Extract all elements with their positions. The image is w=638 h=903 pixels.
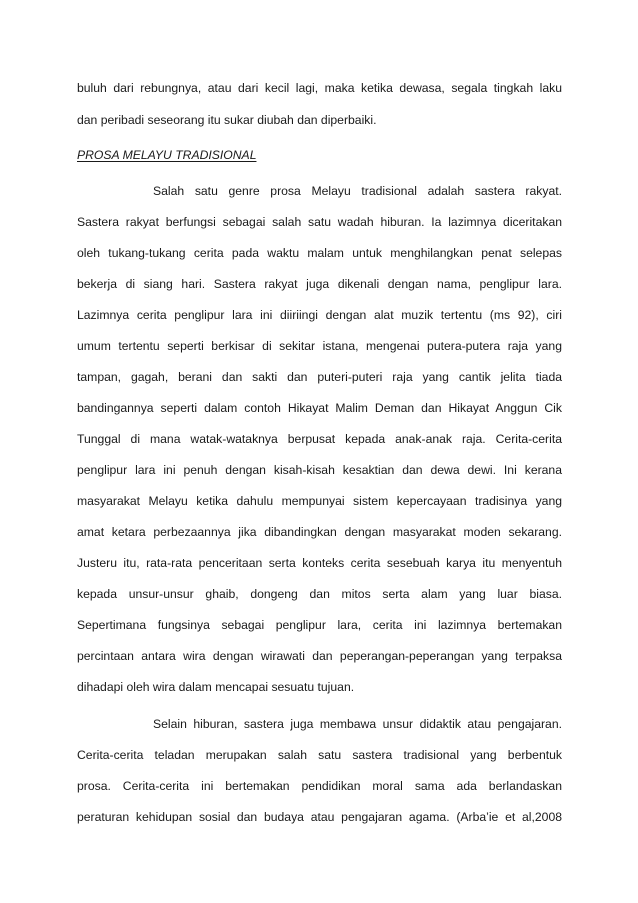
text-line: percintaan antara wira dengan wirawati dan peperangan-peperangan yang terpaksa [77,649,562,663]
text-line: oleh tukang-tukang cerita pada waktu malam untuk menghilangkan penat selepas [77,246,562,260]
text-line: kepada unsur-unsur ghaib, dongeng dan mitos serta alam yang luar biasa. [77,587,562,601]
text-line: buluh dari rebungnya, atau dari kecil lagi, maka ketika dewasa, segala tingkah laku [77,81,562,95]
text-line: penglipur lara ini penuh dengan kisah-kisah kesaktian dan dewa dewi. Ini kerana [77,463,562,477]
text-line: bekerja di siang hari. Sastera rakyat juga dikenali dengan nama, penglipur lara. [77,277,562,291]
text-line: peraturan kehidupan sosial dan budaya atau pengajaran agama. (Arba’ie et al,2008 [77,810,562,824]
text-line: Lazimnya cerita penglipur lara ini diiriingi dengan alat muzik tertentu (ms 92), ciri [77,308,562,322]
paragraph-first-line: Salah satu genre prosa Melayu tradisional adalah sastera rakyat. [153,184,562,198]
text-line: Sepertimana fungsinya sebagai penglipur lara, cerita ini lazimnya bertemakan [77,618,562,632]
text-line: Tunggal di mana watak-wataknya berpusat kepada anak-anak raja. Cerita-cerita [77,432,562,446]
text-line: dihadapi oleh wira dalam mencapai sesuatu tujuan. [77,680,355,694]
text-line: umum tertentu seperti berkisar di sekitar istana, mengenai putera-putera raja yang [77,339,562,353]
text-line: Justeru itu, rata-rata penceritaan serta konteks cerita sesebuah karya itu menyentuh [77,556,562,570]
text-line: amat ketara perbezaannya jika dibandingkan dengan masyarakat moden sekarang. [77,525,562,539]
text-line: Cerita-cerita teladan merupakan salah satu sastera tradisional yang berbentuk [77,748,562,762]
paragraph-first-line: Selain hiburan, sastera juga membawa unsur didaktik atau pengajaran. [153,717,562,731]
text-line: tampan, gagah, berani dan sakti dan puteri-puteri raja yang cantik jelita tiada [77,370,562,384]
section-heading: PROSA MELAYU TRADISIONAL [77,148,257,162]
text-line: dan peribadi seseorang itu sukar diubah dan diperbaiki. [77,113,377,127]
text-line: Sastera rakyat berfungsi sebagai salah satu wadah hiburan. Ia lazimnya diceritakan [77,215,562,229]
text-line: bandingannya seperti dalam contoh Hikayat Malim Deman dan Hikayat Anggun Cik [77,401,562,415]
text-line: masyarakat Melayu ketika dahulu mempunyai sistem kepercayaan tradisinya yang [77,494,562,508]
text-line: prosa. Cerita-cerita ini bertemakan pendidikan moral sama ada berlandaskan [77,779,562,793]
